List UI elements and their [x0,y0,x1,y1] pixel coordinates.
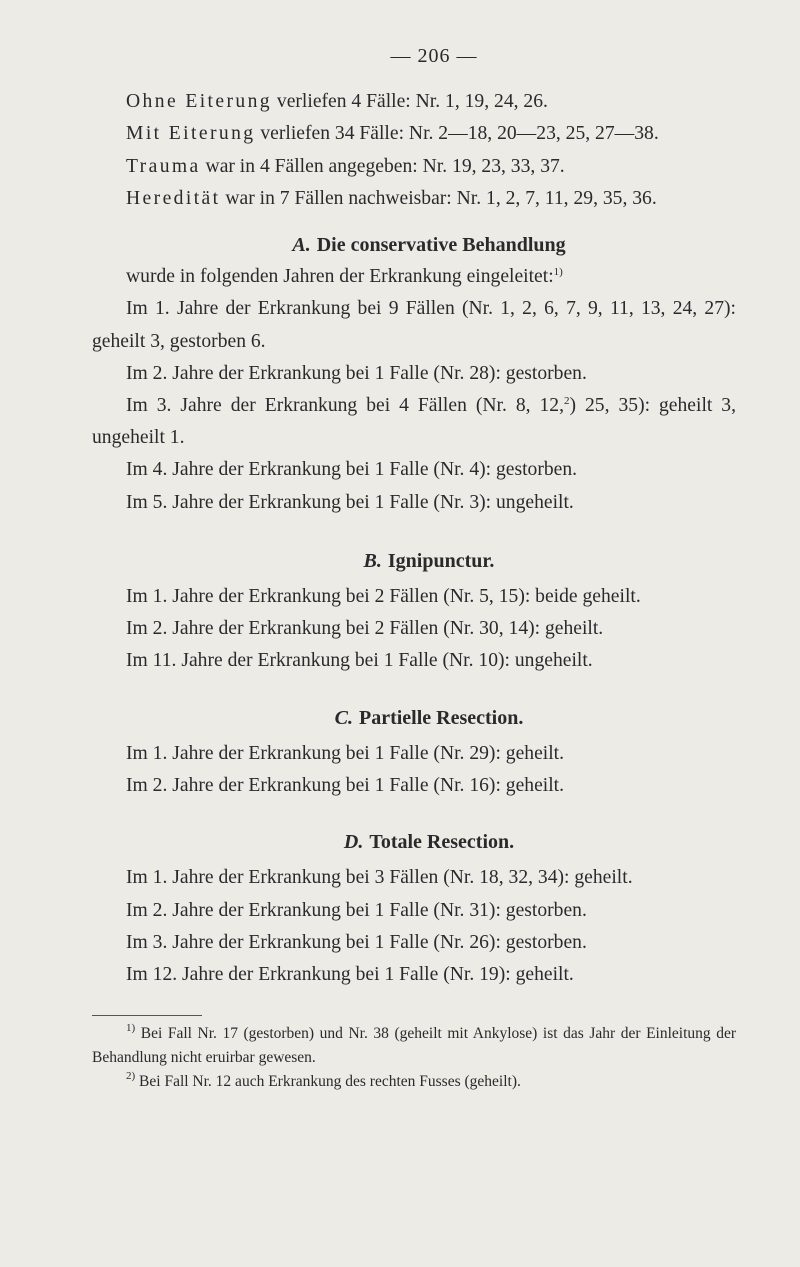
section-c-line: Im 1. Jahre der Erkrankung bei 1 Falle (Nr. 29): geheilt. [126,742,565,764]
section-b-title: Ignipunctur. [387,549,495,572]
section-d-line: Im 2. Jahre der Erkrankung bei 1 Falle (Nr. 31): gestorben. [126,899,587,921]
section-a-line: Im 5. Jahre der Erkrankung bei 1 Falle (Nr. 3): ungeheilt. [126,491,574,513]
spaced-term: Ohne Eiterung [126,91,273,113]
spaced-term: Trauma [126,155,201,177]
footnote-mark: 1) [126,1022,136,1035]
book-page [92,40,736,1094]
footnote-2: $^{2)}$ Bei Fall Nr. 12 auch Erkrankung des rechten Fusses (geheilt). [126,1070,521,1091]
section-b-line: Im 11. Jahre der Erkrankung bei 1 Falle (Nr. 10): ungeheilt. [126,650,593,672]
section-d-heading [122,826,736,858]
footnote-mark: 2) [126,1070,136,1083]
section-a-line: Im 4. Jahre der Erkrankung bei 1 Falle (Nr. 4): gestorben. [126,459,578,481]
spaced-term: Mit Eiterung [126,123,256,145]
section-d-line: Im 12. Jahre der Erkrankung bei 1 Falle (Nr. 19): geheilt. [126,964,574,986]
spaced-term: Heredität [126,187,221,209]
section-d-title: Totale Resection. [369,831,515,854]
section-c-heading [122,702,736,734]
section-a-title: Die conservative Behandlung [316,234,566,257]
section-d-letter: D. [343,831,364,854]
section-a-line: Im 3. Jahre der Erkrankung bei 4 Fällen (Nr. 8, 12,$^2$) 25, 35): geheilt 3, ungeheilt 1. [92,395,736,449]
section-c-letter: C. [334,706,353,729]
section-a-intro: wurde in folgenden Jahren der Erkrankung eingeleitet:$^{1)}$ [126,266,563,288]
footnote-ref-1: 1) [553,266,563,279]
intro-line-mit-eiterung: Mit Eiterung verliefen 34 Fälle: Nr. 2—18, 20—23, 25, 27—38. [126,123,659,145]
page-number: — 206 — [390,45,478,67]
section-d-line: Im 3. Jahre der Erkrankung bei 1 Falle (Nr. 26): gestorben. [126,931,587,953]
footnote-ref-2: 2 [564,395,570,408]
section-c-line: Im 2. Jahre der Erkrankung bei 1 Falle (Nr. 16): geheilt. [126,775,565,797]
section-b-heading [122,545,736,577]
section-a-heading [122,229,736,261]
intro-line-ohne-eiterung: Ohne Eiterung verliefen 4 Fälle: Nr. 1, 19, 24, 26. [126,91,548,113]
section-b-line: Im 1. Jahre der Erkrankung bei 2 Fällen (Nr. 5, 15): beide geheilt. [126,586,641,608]
section-a-letter: A. [292,234,311,257]
section-a-line: Im 1. Jahre der Erkrankung bei 9 Fällen (Nr. 1, 2, 6, 7, 9, 11, 13, 24, 27): geheilt 3, gestorben 6. [92,298,736,352]
section-b-letter: B. [363,549,382,572]
section-a-line: Im 2. Jahre der Erkrankung bei 1 Falle (Nr. 28): gestorben. [126,362,587,384]
footnote-divider [92,1015,202,1016]
section-d-line: Im 1. Jahre der Erkrankung bei 3 Fällen (Nr. 18, 32, 34): geheilt. [126,867,633,889]
section-b-line: Im 2. Jahre der Erkrankung bei 2 Fällen (Nr. 30, 14): geheilt. [126,618,604,640]
intro-line-hereditaet: Heredität war in 7 Fällen nachweisbar: Nr. 1, 2, 7, 11, 29, 35, 36. [126,187,657,209]
intro-line-trauma: Trauma war in 4 Fällen angegeben: Nr. 19, 23, 33, 37. [126,155,565,177]
footnote-1: $^{1)}$ Bei Fall Nr. 17 (gestorben) und Nr. 38 (geheilt mit Ankylose) ist das Jahr der Einleitung der Behandlung nicht eruirbar gewesen. [92,1022,736,1067]
section-c-title: Partielle Resection. [358,706,524,729]
